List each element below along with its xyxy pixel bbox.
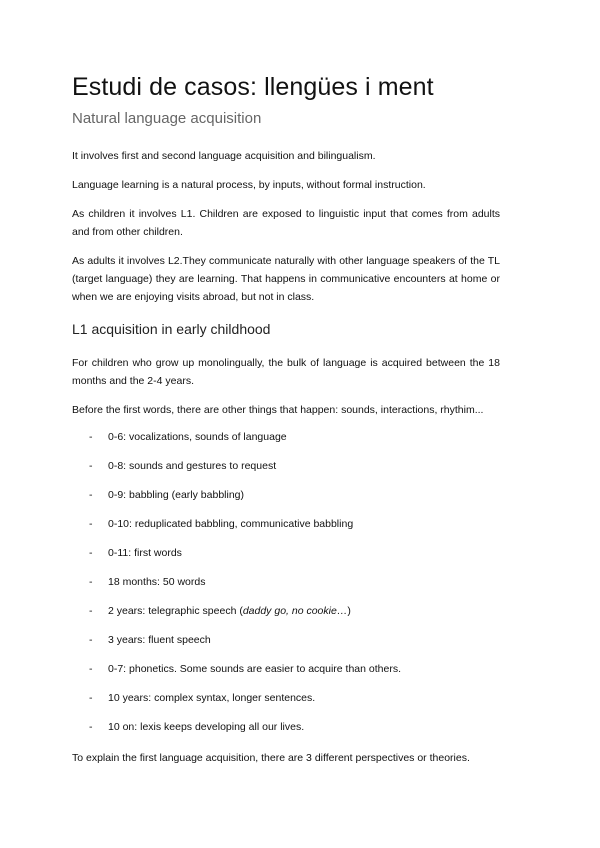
list-dash: - [89, 663, 93, 675]
telegraphic-example: daddy go, no cookie… [242, 605, 348, 617]
section-paragraph-2: Before the first words, there are other things that happen: sounds, interactions, rhythim... [72, 404, 484, 416]
section-paragraph-1: For children who grow up monolingually, the bulk of language is acquired between the 18 months and the 2-4 years. [72, 357, 500, 387]
list-item: - 0-7: phonetics. Some sounds are easier to acquire than others. [89, 663, 402, 675]
list-dash: - [89, 547, 93, 559]
document-page [72, 70, 500, 767]
list-dash: - [89, 576, 93, 588]
page-title: Estudi de casos: llengües i ment [72, 73, 434, 101]
acquisition-timeline-list [72, 430, 500, 749]
section-heading: L1 acquisition in early childhood [72, 321, 271, 337]
intro-paragraph-4: As adults it involves L2.They communicate naturally with other language speakers of the TL (target language) they are learning. That happens in communicative encounters at home or when we are enjoying visits abroad, but not in class. [72, 255, 500, 303]
list-item: - 10 on: lexis keeps developing all our lives. [89, 721, 305, 733]
list-item: - 3 years: fluent speech [89, 634, 211, 646]
closing-paragraph: To explain the first language acquisition, there are 3 different perspectives or theories. [72, 752, 470, 764]
list-item: - 0-9: babbling (early babbling) [89, 489, 245, 501]
list-dash: - [89, 489, 93, 501]
intro-paragraph-3: As children it involves L1. Children are exposed to linguistic input that comes from adults and from other children. [72, 208, 500, 238]
list-dash: - [89, 431, 93, 443]
list-dash: - [89, 634, 93, 646]
list-item: - 0-10: reduplicated babbling, communicative babbling [89, 518, 354, 530]
list-dash: - [89, 721, 93, 733]
intro-paragraph-1: It involves first and second language acquisition and bilingualism. [72, 150, 376, 162]
list-dash: - [89, 460, 93, 472]
list-dash: - [89, 692, 93, 704]
list-dash: - [89, 518, 93, 530]
list-item: - 0-11: first words [89, 547, 182, 559]
list-item: - 18 months: 50 words [89, 576, 206, 588]
list-item: - 0-6: vocalizations, sounds of language [89, 431, 287, 443]
list-dash: - [89, 605, 93, 617]
list-item: - 2 years: telegraphic speech (daddy go, no cookie…) [89, 605, 351, 617]
list-item: - 10 years: complex syntax, longer sentences. [89, 692, 316, 704]
list-item: - 0-8: sounds and gestures to request [89, 460, 277, 472]
page-subtitle: Natural language acquisition [72, 110, 262, 127]
intro-paragraph-2: Language learning is a natural process, by inputs, without formal instruction. [72, 179, 426, 191]
